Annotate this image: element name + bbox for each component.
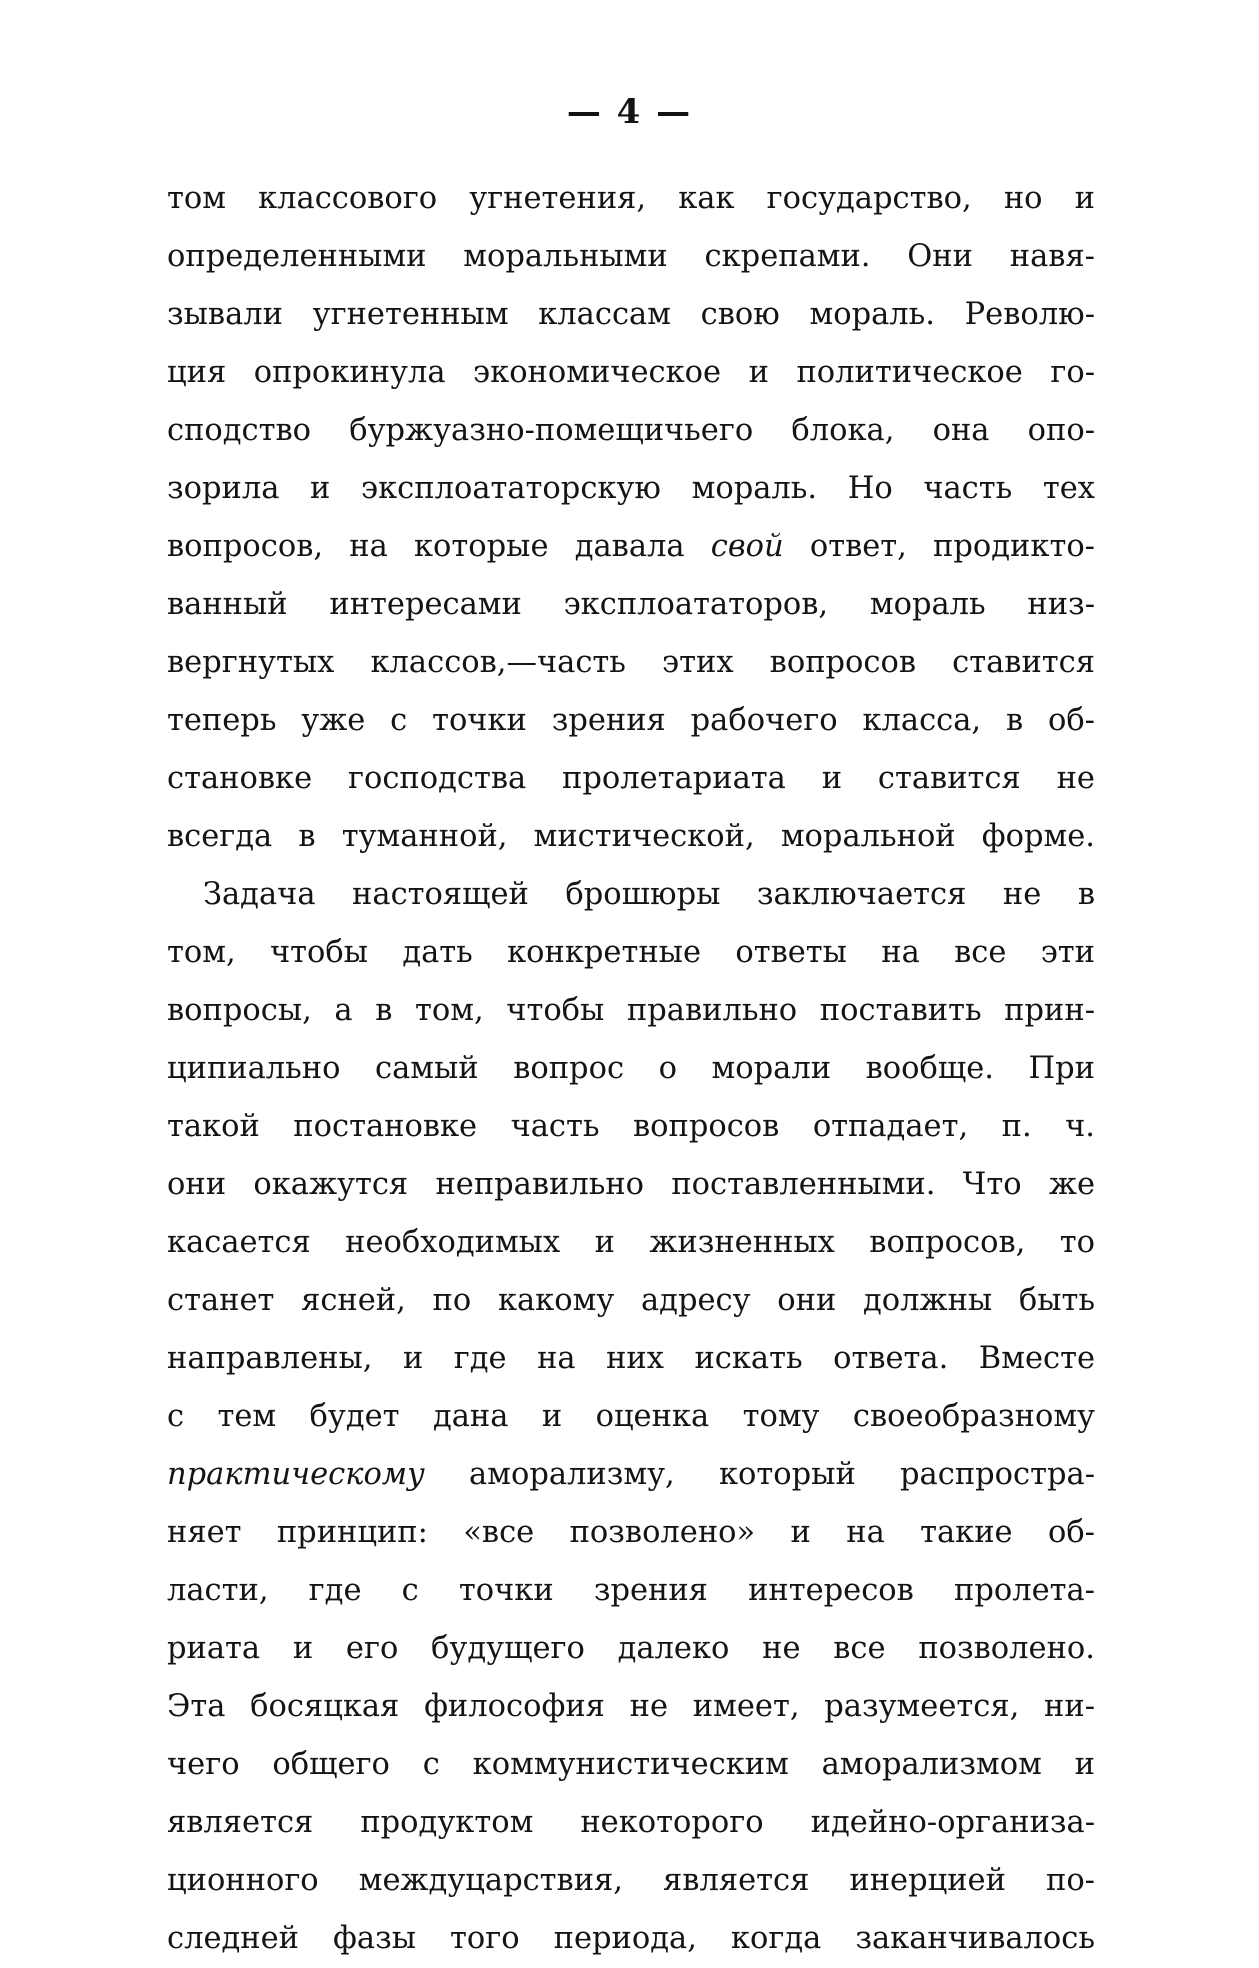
text-run: аморализму, который распростра- [424,1457,1095,1492]
text-line: такой постановке часть вопросов отпадает, п. ч. [167,1109,1095,1144]
text-run: ответ, продикто- [783,529,1095,564]
text-line: зывали угнетенным классам свою мораль. Револю- [167,297,1095,332]
text-line: сподство буржуазно-помещичьего блока, она опо- [167,413,1095,448]
text-line: всегда в туманной, мистической, моральной форме. [167,819,1095,854]
text-run: вопросов, на которые давала [167,529,711,564]
text-line: том, чтобы дать конкретные ответы на все эти [167,935,1095,970]
text-line: направлены, и где на них искать ответа. Вместе [167,1341,1095,1376]
text-line: ванный интересами эксплоататоров, мораль низ- [167,587,1095,622]
text-line: касается необходимых и жизненных вопросов, то [167,1225,1095,1260]
body-text [167,170,1095,1968]
italic-word: практическому [167,1457,425,1492]
text-line: чего общего с коммунистическим аморализмом и [167,1747,1095,1782]
text-line [167,1446,1095,1504]
text-line: теперь уже с точки зрения рабочего класса, в об- [167,703,1095,738]
paragraph-2 [167,866,1095,1968]
text-line: ционного междуцарствия, является инерцией по- [167,1863,1095,1898]
page-number: — 4 — [566,92,693,132]
text-line: определенными моральными скрепами. Они навя- [167,239,1095,274]
text-line: зорила и эксплоататорскую мораль. Но часть тех [167,471,1095,506]
text-line: няет принцип: «все позволено» и на такие об- [167,1515,1095,1550]
text-line: риата и его будущего далеко не все позволено. [167,1631,1095,1666]
text-line: ципиально самый вопрос о морали вообще. При [167,1051,1095,1086]
text-line: следней фазы того периода, когда заканчивалось [167,1921,1095,1956]
text-line: том классового угнетения, как государство, но и [167,181,1095,216]
text-line: станет ясней, по какому адресу они должны быть [167,1283,1095,1318]
text-line: становке господства пролетариата и ставится не [167,761,1095,796]
text-line [167,518,1095,576]
paragraph-1 [167,170,1095,866]
text-line: является продуктом некоторого идейно-организа- [167,1805,1095,1840]
text-line: вергнутых классов,—часть этих вопросов ставится [167,645,1095,680]
text-line: ция опрокинула экономическое и политическое го- [167,355,1095,390]
text-line: вопросы, а в том, чтобы правильно поставить прин- [167,993,1095,1028]
text-line: Эта босяцкая философия не имеет, разумеется, ни- [167,1689,1095,1724]
text-line: Задача настоящей брошюры заключается не в [203,877,1095,912]
text-line: они окажутся неправильно поставленными. Что же [167,1167,1095,1202]
text-line: с тем будет дана и оценка тому своеобразному [167,1399,1095,1434]
italic-word: свой [710,529,784,564]
text-line: ласти, где с точки зрения интересов пролета- [167,1573,1095,1608]
